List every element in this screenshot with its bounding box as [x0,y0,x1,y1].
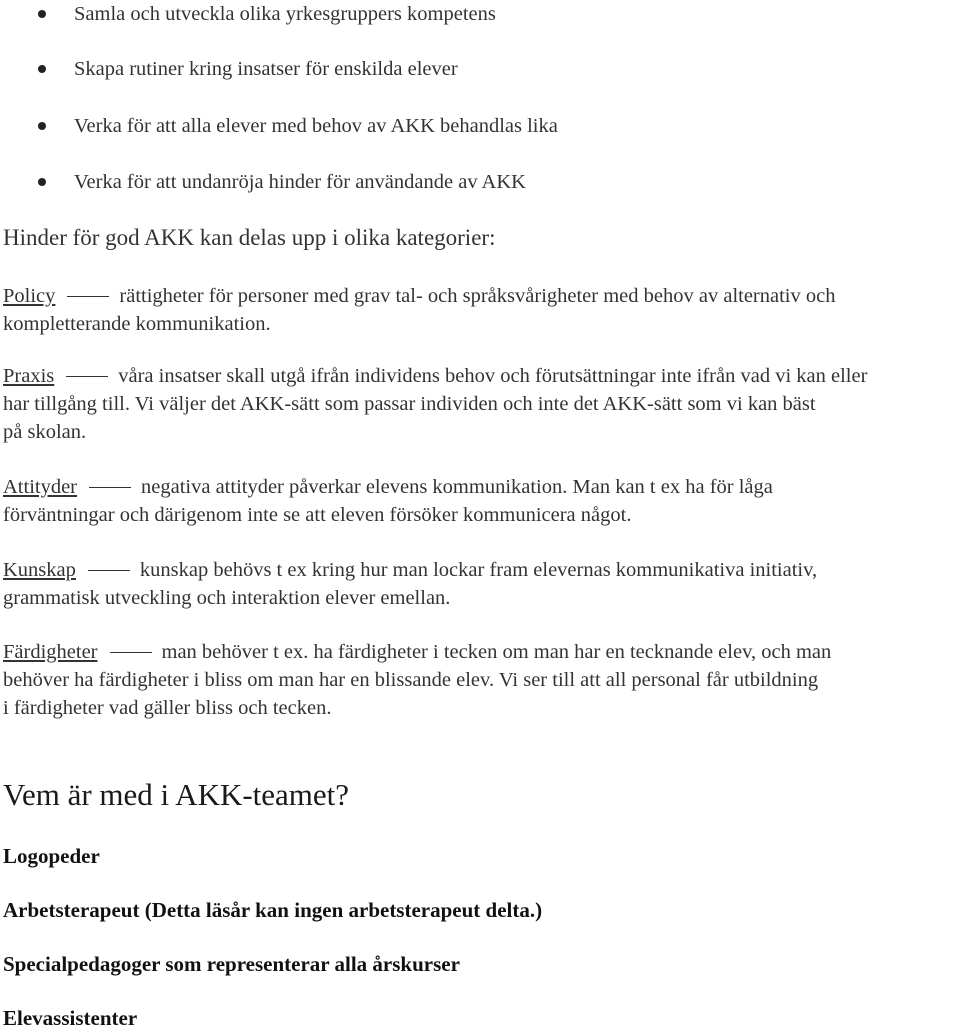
team-member: Arbetsterapeut (Detta läsår kan ingen arbetsterapeut delta.) [3,898,543,922]
category-fardigheter [3,638,959,722]
team-member: Logopeder [3,844,100,868]
category-text: rättigheter för personer med grav tal- och språksvårigheter med behov av alternativ och [119,285,836,307]
bullet-dot-icon [38,178,46,186]
goal-item [0,168,960,196]
dash-separator [67,296,109,297]
dash-separator [88,570,130,571]
goal-text: Skapa rutiner kring insatser för enskilda elever [74,58,458,80]
category-text: har tillgång till. Vi väljer det AKK-sätt som passar individen och inte det AKK-sätt som vi kan bäst [3,393,816,415]
category-policy [3,282,959,338]
category-text: grammatisk utveckling och interaktion elever emellan. [3,587,451,609]
categories-intro: Hinder för god AKK kan delas upp i olika kategorier: [3,225,496,250]
team-member: Specialpedagoger som representerar alla årskurser [3,952,460,976]
category-text: man behöver t ex. ha färdigheter i tecken om man har en tecknande elev, och man [161,641,832,663]
goal-item [0,55,960,83]
category-text: kompletterande kommunikation. [3,313,271,335]
category-text: behöver ha färdigheter i bliss om man har en blissande elev. Vi ser till att all personal får utbildning [3,669,819,691]
category-text: i färdigheter vad gäller bliss och tecken. [3,697,332,719]
category-text: våra insatser skall utgå ifrån individens behov och förutsättningar inte ifrån vad vi kan eller [118,365,868,387]
category-praxis [3,362,959,446]
category-text: negativa attityder påverkar elevens kommunikation. Man kan t ex ha för låga [141,476,773,498]
goal-item [0,112,960,140]
category-term: Färdigheter [3,641,98,663]
goal-item [0,0,960,28]
dash-separator [110,652,152,653]
category-text: på skolan. [3,421,87,443]
category-text: förväntningar och därigenom inte se att eleven försöker kommunicera något. [3,504,632,526]
goal-text: Verka för att alla elever med behov av AKK behandlas lika [74,115,558,137]
dash-separator [66,376,108,377]
category-term: Kunskap [3,559,76,581]
goal-text: Samla och utveckla olika yrkesgruppers kompetens [74,3,496,25]
team-heading: Vem är med i AKK-teamet? [3,777,350,812]
category-attityder [3,473,959,529]
category-term: Policy [3,285,56,307]
bullet-dot-icon [38,10,46,18]
goal-text: Verka för att undanröja hinder för användande av AKK [74,171,526,193]
team-member: Elevassistenter [3,1006,138,1030]
category-term: Attityder [3,476,78,498]
bullet-dot-icon [38,65,46,73]
bullet-dot-icon [38,122,46,130]
category-term: Praxis [3,365,55,387]
dash-separator [89,487,131,488]
category-text: kunskap behövs t ex kring hur man lockar fram elevernas kommunikativa initiativ, [139,559,818,581]
category-kunskap [3,556,959,612]
